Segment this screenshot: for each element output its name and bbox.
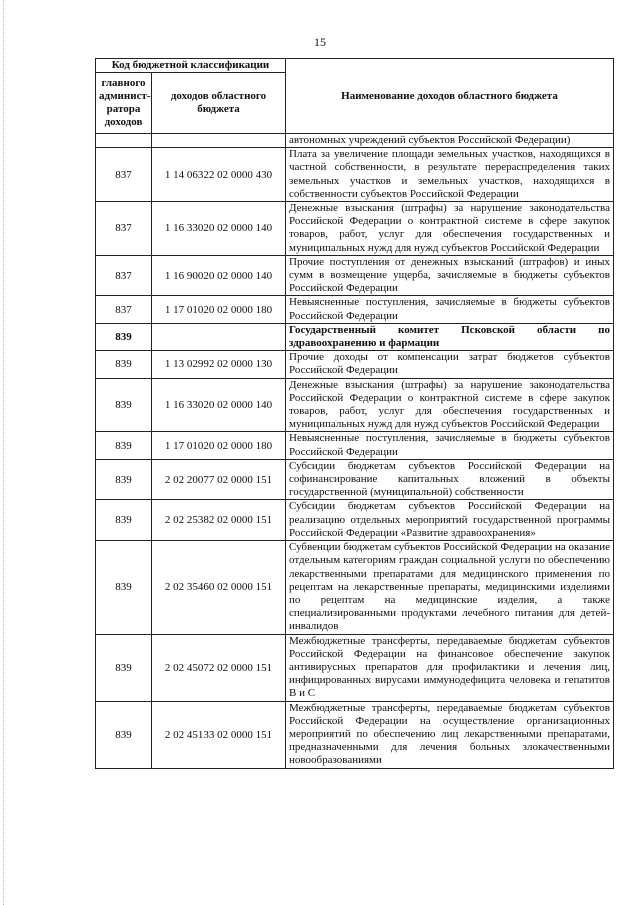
revenue-code-cell: 2 02 35460 02 0000 151: [152, 541, 286, 634]
admin-code-cell: 837: [96, 202, 152, 256]
revenue-code-cell: [152, 134, 286, 148]
table-row: [96, 701, 614, 768]
revenue-name-cell: Межбюджетные трансферты, передаваемые бюджетам субъектов Российской Федерации на финансовое обеспечение закупок антивирусных препаратов для профилактики и лечения лиц, инфицированных вирусами иммунодефицита человека и гепатитов В и С: [286, 634, 614, 701]
revenue-name-cell: Субсидии бюджетам субъектов Российской Федерации на реализацию отдельных мероприятий государственной программы Российской Федерации «Развитие здравоохранения»: [286, 500, 614, 541]
admin-code-cell: 839: [96, 701, 152, 768]
revenue-code-cell: 1 16 33020 02 0000 140: [152, 202, 286, 256]
table-row: [96, 255, 614, 296]
admin-code-cell: 839: [96, 351, 152, 378]
admin-code-cell: 839: [96, 323, 152, 350]
revenue-name-cell: Межбюджетные трансферты, передаваемые бюджетам субъектов Российской Федерации на осуществление организационных мероприятий по обеспечению лиц лекарственными препаратами, предназначенными для лечения больных злокачественными новообразованиями: [286, 701, 614, 768]
revenue-code-cell: 2 02 45133 02 0000 151: [152, 701, 286, 768]
revenue-code-cell: 1 16 90020 02 0000 140: [152, 255, 286, 296]
revenue-name-cell: автономных учреждений субъектов Российской Федерации): [286, 134, 614, 148]
header-classification-group: Код бюджетной классификации: [96, 59, 286, 73]
table-row: [96, 432, 614, 459]
header-revenue-name: Наименование доходов областного бюджета: [286, 59, 614, 134]
table-row: [96, 296, 614, 323]
revenue-name-cell: Невыясненные поступления, зачисляемые в бюджеты субъектов Российской Федерации: [286, 432, 614, 459]
table-row: [96, 634, 614, 701]
table-row: [96, 148, 614, 202]
admin-code-cell: 837: [96, 296, 152, 323]
revenue-code-cell: [152, 323, 286, 350]
admin-code-cell: 837: [96, 255, 152, 296]
table-row: [96, 378, 614, 432]
revenue-code-cell: 2 02 20077 02 0000 151: [152, 459, 286, 500]
table-row: [96, 202, 614, 256]
revenue-code-cell: 1 14 06322 02 0000 430: [152, 148, 286, 202]
admin-code-cell: 839: [96, 459, 152, 500]
revenue-code-cell: 1 13 02992 02 0000 130: [152, 351, 286, 378]
revenue-name-cell: Плата за увеличение площади земельных участков, находящихся в частной собственности, в результате перераспределения таких земельных участков и земельных участков, находящихся в собственности субъектов Российской Федерации: [286, 148, 614, 202]
revenue-code-cell: 1 17 01020 02 0000 180: [152, 296, 286, 323]
revenue-code-cell: 2 02 45072 02 0000 151: [152, 634, 286, 701]
revenue-name-cell: Денежные взыскания (штрафы) за нарушение законодательства Российской Федерации о контрактной системе в сфере закупок товаров, работ, услуг для обеспечения государственных и муниципальных нужд для нужд субъектов Российской Федерации: [286, 378, 614, 432]
header-admin-code: главного админист-ратора доходов: [96, 73, 152, 134]
revenue-code-cell: 1 16 33020 02 0000 140: [152, 378, 286, 432]
table-row: [96, 134, 614, 148]
admin-code-cell: 839: [96, 432, 152, 459]
revenue-name-cell: Субсидии бюджетам субъектов Российской Федерации на софинансирование капитальных вложений в объекты государственной (муниципальной) собственности: [286, 459, 614, 500]
header-revenue-code: доходов областного бюджета: [152, 73, 286, 134]
revenue-code-cell: 1 17 01020 02 0000 180: [152, 432, 286, 459]
revenue-name-cell: Субвенции бюджетам субъектов Российской Федерации на оказание отдельным категориям граждан социальной услуги по обеспечению лекарственными препаратами для медицинского применения по рецептам на лекарственные препараты, медицинскими изделиями по рецептам на медицинские изделия, а также специализированными продуктами лечебного питания для детей-инвалидов: [286, 541, 614, 634]
revenue-name-cell: Государственный комитет Псковской области по здравоохранению и фармации: [286, 323, 614, 350]
revenue-name-cell: Денежные взыскания (штрафы) за нарушение законодательства Российской Федерации о контрактной системе в сфере закупок товаров, работ, услуг для обеспечения государственных и муниципальных нужд для нужд субъектов Российской Федерации: [286, 202, 614, 256]
admin-code-cell: [96, 134, 152, 148]
table-row: [96, 351, 614, 378]
admin-code-cell: 839: [96, 634, 152, 701]
revenue-name-cell: Прочие поступления от денежных взысканий (штрафов) и иных сумм в возмещение ущерба, зачисляемые в бюджеты субъектов Российской Федерации: [286, 255, 614, 296]
revenue-name-cell: Невыясненные поступления, зачисляемые в бюджеты субъектов Российской Федерации: [286, 296, 614, 323]
revenue-name-cell: Прочие доходы от компенсации затрат бюджетов субъектов Российской Федерации: [286, 351, 614, 378]
scan-edge: [0, 0, 4, 905]
page-number: 15: [314, 35, 326, 49]
table-row: [96, 459, 614, 500]
table-row: [96, 323, 614, 350]
admin-code-cell: 837: [96, 148, 152, 202]
admin-code-cell: 839: [96, 541, 152, 634]
revenue-code-cell: 2 02 25382 02 0000 151: [152, 500, 286, 541]
admin-code-cell: 839: [96, 500, 152, 541]
admin-code-cell: 839: [96, 378, 152, 432]
table-row: [96, 500, 614, 541]
budget-classification-table: [95, 58, 614, 769]
table-row: [96, 541, 614, 634]
